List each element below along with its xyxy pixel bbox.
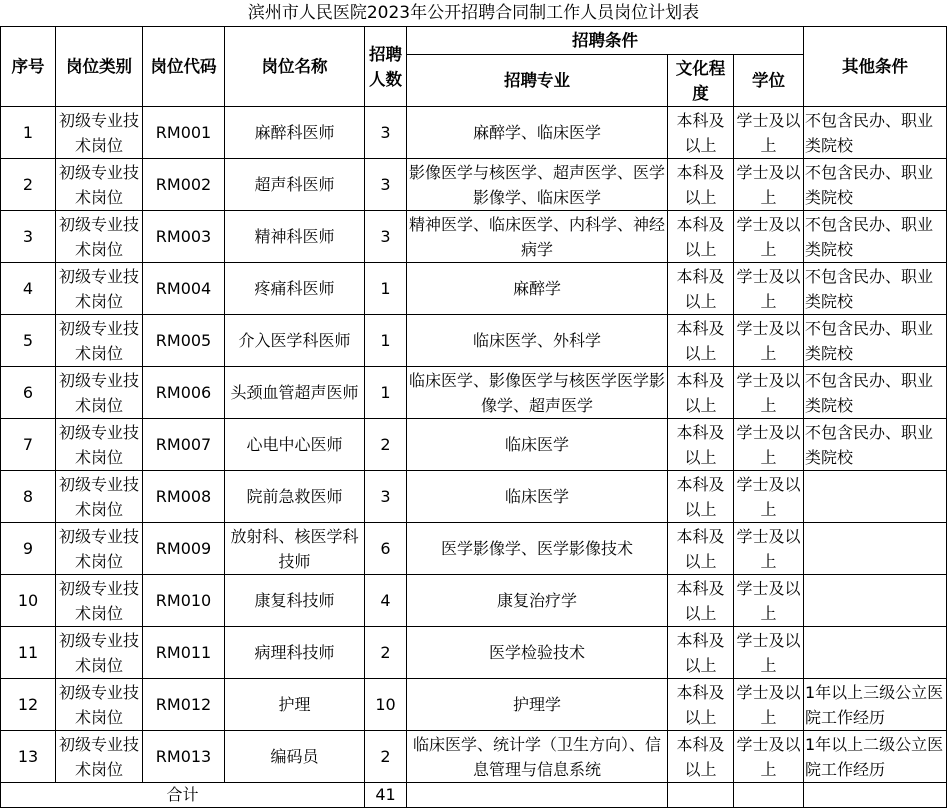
cell-major: 临床医学、统计学（卫生方向）、信息管理与信息系统 xyxy=(407,731,668,783)
cell-degree: 学士及以上 xyxy=(734,627,804,679)
cell-category: 初级专业技术岗位 xyxy=(56,471,143,523)
table-row xyxy=(1,679,947,731)
cell-category: 初级专业技术岗位 xyxy=(56,575,143,627)
cell-name: 精神科医师 xyxy=(225,211,365,263)
cell-count: 2 xyxy=(365,627,407,679)
cell-degree: 学士及以上 xyxy=(734,575,804,627)
cell-category: 初级专业技术岗位 xyxy=(56,315,143,367)
cell-code: RM002 xyxy=(143,159,225,211)
cell-major: 临床医学、外科学 xyxy=(407,315,668,367)
footer-empty-education xyxy=(668,783,734,808)
table-row xyxy=(1,107,947,159)
footer-row xyxy=(1,783,947,808)
table-body xyxy=(1,107,947,783)
cell-count: 3 xyxy=(365,107,407,159)
cell-code: RM007 xyxy=(143,419,225,471)
cell-code: RM005 xyxy=(143,315,225,367)
cell-major: 康复治疗学 xyxy=(407,575,668,627)
cell-count: 4 xyxy=(365,575,407,627)
cell-code: RM008 xyxy=(143,471,225,523)
cell-name: 编码员 xyxy=(225,731,365,783)
cell-category: 初级专业技术岗位 xyxy=(56,107,143,159)
header-count: 招聘人数 xyxy=(365,27,407,107)
cell-count: 1 xyxy=(365,367,407,419)
cell-education: 本科及以上 xyxy=(668,107,734,159)
footer-empty-other xyxy=(804,783,947,808)
cell-count: 1 xyxy=(365,315,407,367)
cell-code: RM001 xyxy=(143,107,225,159)
cell-category: 初级专业技术岗位 xyxy=(56,211,143,263)
cell-other: 不包含民办、职业类院校 xyxy=(804,107,947,159)
cell-name: 介入医学科医师 xyxy=(225,315,365,367)
cell-degree: 学士及以上 xyxy=(734,419,804,471)
table-row xyxy=(1,315,947,367)
cell-code: RM011 xyxy=(143,627,225,679)
cell-major: 麻醉学 xyxy=(407,263,668,315)
cell-degree: 学士及以上 xyxy=(734,107,804,159)
cell-other: 1年以上三级公立医院工作经历 xyxy=(804,679,947,731)
cell-education: 本科及以上 xyxy=(668,159,734,211)
cell-category: 初级专业技术岗位 xyxy=(56,367,143,419)
cell-other xyxy=(804,575,947,627)
header-category: 岗位类别 xyxy=(56,27,143,107)
table-row xyxy=(1,523,947,575)
table-row xyxy=(1,367,947,419)
table-row xyxy=(1,575,947,627)
table-row xyxy=(1,731,947,783)
cell-other xyxy=(804,471,947,523)
footer-total: 41 xyxy=(365,783,407,808)
cell-education: 本科及以上 xyxy=(668,315,734,367)
page-title: 滨州市人民医院2023年公开招聘合同制工作人员岗位计划表 xyxy=(247,3,700,23)
cell-name: 放射科、核医学科技师 xyxy=(225,523,365,575)
header-education: 文化程度 xyxy=(668,55,734,107)
cell-name: 疼痛科医师 xyxy=(225,263,365,315)
cell-seq: 3 xyxy=(1,211,56,263)
cell-seq: 13 xyxy=(1,731,56,783)
cell-other: 不包含民办、职业类院校 xyxy=(804,367,947,419)
cell-other: 不包含民办、职业类院校 xyxy=(804,211,947,263)
cell-education: 本科及以上 xyxy=(668,263,734,315)
cell-seq: 10 xyxy=(1,575,56,627)
cell-degree: 学士及以上 xyxy=(734,367,804,419)
header-conditions: 招聘条件 xyxy=(407,27,804,55)
cell-code: RM010 xyxy=(143,575,225,627)
cell-seq: 9 xyxy=(1,523,56,575)
footer-empty-major xyxy=(407,783,668,808)
cell-category: 初级专业技术岗位 xyxy=(56,523,143,575)
cell-degree: 学士及以上 xyxy=(734,315,804,367)
cell-major: 麻醉学、临床医学 xyxy=(407,107,668,159)
cell-education: 本科及以上 xyxy=(668,523,734,575)
cell-count: 2 xyxy=(365,419,407,471)
cell-education: 本科及以上 xyxy=(668,471,734,523)
cell-education: 本科及以上 xyxy=(668,211,734,263)
cell-major: 医学影像学、医学影像技术 xyxy=(407,523,668,575)
cell-seq: 4 xyxy=(1,263,56,315)
footer-empty-degree xyxy=(734,783,804,808)
cell-degree: 学士及以上 xyxy=(734,679,804,731)
cell-degree: 学士及以上 xyxy=(734,159,804,211)
cell-category: 初级专业技术岗位 xyxy=(56,679,143,731)
cell-seq: 12 xyxy=(1,679,56,731)
header-degree: 学位 xyxy=(734,55,804,107)
header-code: 岗位代码 xyxy=(143,27,225,107)
cell-other: 不包含民办、职业类院校 xyxy=(804,159,947,211)
cell-education: 本科及以上 xyxy=(668,419,734,471)
header-major: 招聘专业 xyxy=(407,55,668,107)
table-row xyxy=(1,627,947,679)
cell-other xyxy=(804,627,947,679)
table-row xyxy=(1,211,947,263)
cell-category: 初级专业技术岗位 xyxy=(56,627,143,679)
cell-code: RM012 xyxy=(143,679,225,731)
cell-education: 本科及以上 xyxy=(668,731,734,783)
cell-education: 本科及以上 xyxy=(668,679,734,731)
cell-degree: 学士及以上 xyxy=(734,471,804,523)
cell-seq: 2 xyxy=(1,159,56,211)
cell-seq: 11 xyxy=(1,627,56,679)
cell-education: 本科及以上 xyxy=(668,575,734,627)
cell-education: 本科及以上 xyxy=(668,367,734,419)
cell-other: 1年以上二级公立医院工作经历 xyxy=(804,731,947,783)
cell-code: RM009 xyxy=(143,523,225,575)
cell-name: 护理 xyxy=(225,679,365,731)
table-row xyxy=(1,471,947,523)
cell-seq: 8 xyxy=(1,471,56,523)
cell-major: 临床医学 xyxy=(407,419,668,471)
table-row xyxy=(1,159,947,211)
header-name: 岗位名称 xyxy=(225,27,365,107)
cell-other: 不包含民办、职业类院校 xyxy=(804,315,947,367)
cell-education: 本科及以上 xyxy=(668,627,734,679)
recruitment-table xyxy=(0,26,947,808)
cell-seq: 5 xyxy=(1,315,56,367)
cell-name: 院前急救医师 xyxy=(225,471,365,523)
cell-count: 2 xyxy=(365,731,407,783)
cell-code: RM006 xyxy=(143,367,225,419)
cell-major: 医学检验技术 xyxy=(407,627,668,679)
cell-other: 不包含民办、职业类院校 xyxy=(804,263,947,315)
cell-code: RM003 xyxy=(143,211,225,263)
table-row xyxy=(1,263,947,315)
cell-name: 麻醉科医师 xyxy=(225,107,365,159)
cell-major: 影像医学与核医学、超声医学、医学影像学、临床医学 xyxy=(407,159,668,211)
cell-major: 临床医学 xyxy=(407,471,668,523)
footer-label: 合计 xyxy=(1,783,365,808)
cell-code: RM013 xyxy=(143,731,225,783)
cell-degree: 学士及以上 xyxy=(734,731,804,783)
cell-name: 康复科技师 xyxy=(225,575,365,627)
cell-name: 头颈血管超声医师 xyxy=(225,367,365,419)
cell-count: 6 xyxy=(365,523,407,575)
cell-seq: 7 xyxy=(1,419,56,471)
cell-major: 护理学 xyxy=(407,679,668,731)
cell-count: 10 xyxy=(365,679,407,731)
table-row xyxy=(1,419,947,471)
cell-category: 初级专业技术岗位 xyxy=(56,159,143,211)
cell-seq: 1 xyxy=(1,107,56,159)
cell-category: 初级专业技术岗位 xyxy=(56,731,143,783)
cell-name: 病理科技师 xyxy=(225,627,365,679)
header-seq: 序号 xyxy=(1,27,56,107)
header-other: 其他条件 xyxy=(804,27,947,107)
cell-count: 3 xyxy=(365,211,407,263)
cell-degree: 学士及以上 xyxy=(734,523,804,575)
cell-degree: 学士及以上 xyxy=(734,263,804,315)
cell-category: 初级专业技术岗位 xyxy=(56,263,143,315)
cell-major: 精神医学、临床医学、内科学、神经病学 xyxy=(407,211,668,263)
cell-name: 心电中心医师 xyxy=(225,419,365,471)
cell-other: 不包含民办、职业类院校 xyxy=(804,419,947,471)
cell-seq: 6 xyxy=(1,367,56,419)
cell-category: 初级专业技术岗位 xyxy=(56,419,143,471)
cell-name: 超声科医师 xyxy=(225,159,365,211)
cell-degree: 学士及以上 xyxy=(734,211,804,263)
cell-count: 1 xyxy=(365,263,407,315)
cell-code: RM004 xyxy=(143,263,225,315)
cell-count: 3 xyxy=(365,159,407,211)
cell-major: 临床医学、影像医学与核医学医学影像学、超声医学 xyxy=(407,367,668,419)
cell-other xyxy=(804,523,947,575)
cell-count: 3 xyxy=(365,471,407,523)
